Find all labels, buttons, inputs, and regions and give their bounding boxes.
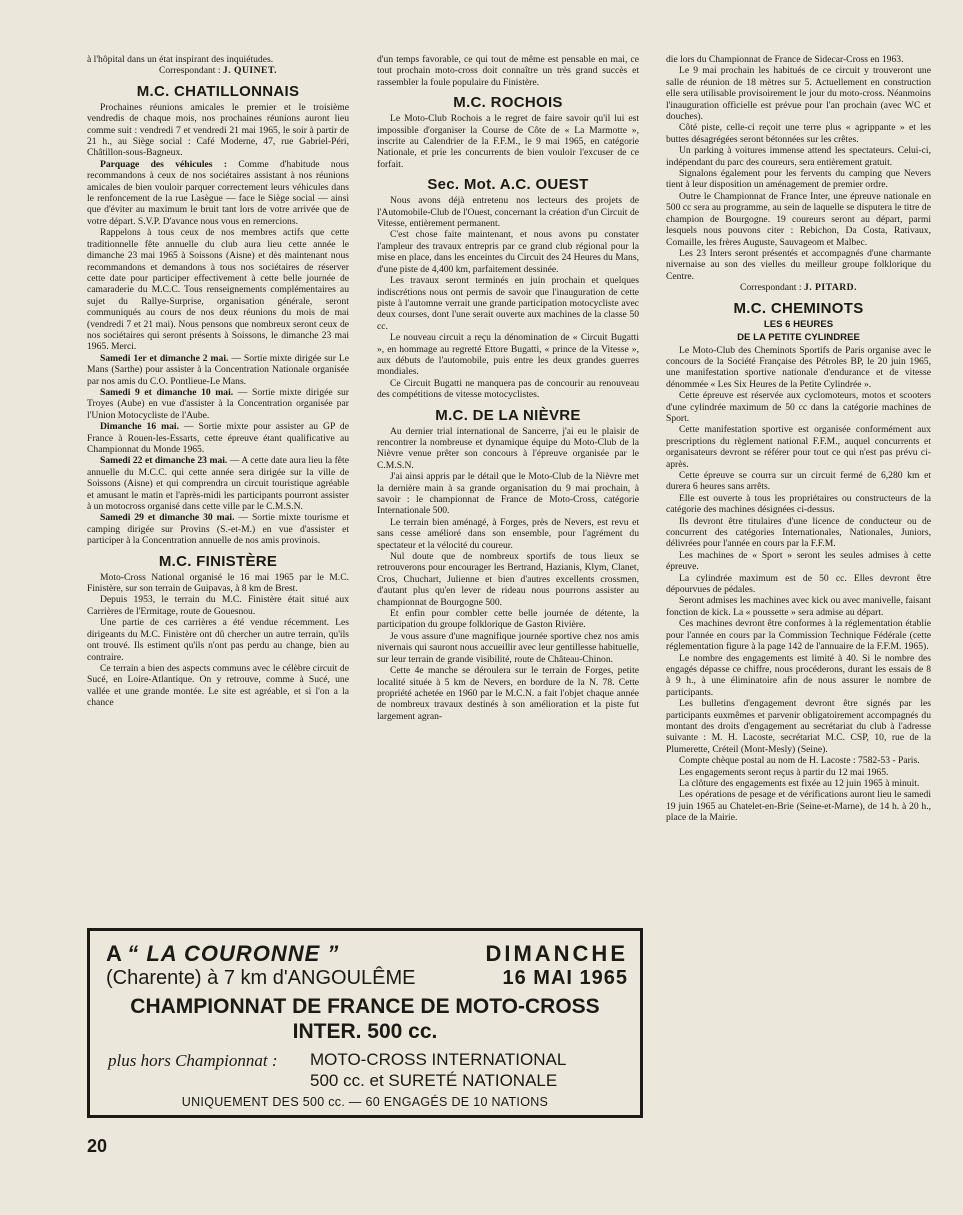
paragraph: Les opérations de pesage et de vérifications auront lieu le samedi 19 juin 1965 au Chatelet-en-Brie (Seine-et-Marne), de 14 h. à 20 h., place de la Mairie. xyxy=(666,789,931,824)
ad-day: DIMANCHE xyxy=(485,941,628,966)
paragraph: J'ai ainsi appris par le détail que le Moto-Club de la Nièvre met la dernière main à sa grande organisation du 9 mai prochain, à savoir : le championnat de France de Moto-Cross, catégorie Internationale 500. xyxy=(377,471,639,517)
section-subheading: DE LA PETITE CYLINDREE xyxy=(737,331,860,343)
ad-place: (Charente) à 7 km d'ANGOULÊME xyxy=(106,967,416,989)
paragraph: Elle est ouverte à tous les propriétaires ou constructeurs de la catégorie des machines désignées ci-dessus. xyxy=(666,492,931,516)
paragraph: à l'hôpital dans un état inspirant des inquiétudes. xyxy=(87,54,274,65)
section-heading-rochois: M.C. ROCHOIS xyxy=(453,94,563,112)
column-middle xyxy=(377,54,639,928)
correspondent-line: Correspondant : J. PITARD. xyxy=(739,282,858,294)
paragraph: Samedi 1er et dimanche 2 mai. — Sortie mixte dirigée sur Le Mans (Sarthe) pour assister à la Concentration Nationale organisée par nos amis du C.O. Pontlieue-Le Mans. xyxy=(87,352,349,387)
paragraph: Les 23 Inters seront présentés et accompagnés d'une charmante nivernaise au son des vielles du meilleur groupe folklorique du Centre. xyxy=(666,247,931,282)
paragraph: Samedi 22 et dimanche 23 mai. — A cette date aura lieu la fête annuelle du M.C.C. qui cette année sera dirigée sur la ville de Soissons (Aisne) et qui comprendra un circuit touristique agréable et amusant le matin et l'après-midi les participants pourront assister à un motocross organisé dans cette ville par le C.M.S.N. xyxy=(87,455,349,513)
paragraph: Nul doute que de nombreux sportifs de tous lieux se retrouverons pour encourager les Bertrand, Hazianis, Klym, Clanet, Cros, Chuchart, Julienne et bien d'autres excellents crossmen, d'autant plus qu'en lever de rideau nous pourrons assister au championnat de Bourgogne 500. xyxy=(377,551,639,608)
section-subheading: LES 6 HEURES xyxy=(763,318,834,330)
column-right xyxy=(666,54,931,1166)
paragraph: Cette 4e manche se déroulera sur le terrain de Forges, petite localité située à 5 km de Nevers, en bordure de la N. 78. Cette propriété achetée en 1960 par le M.C.N. a fait l'objet chaque année de nombreux travaux destinés à son amélioration et la piste fut largement agran- xyxy=(377,665,639,722)
paragraph: Le nouveau circuit a reçu la dénomination de « Circuit Bugatti », en hommage au regretté Ettore Bugatti, « prince de la Vitesse », aux débuts de l'automobile, puis entre les deux grandes guerres mondiales. xyxy=(377,332,639,378)
ad-plus-label: plus hors Championnat : xyxy=(108,1051,278,1070)
paragraph: Rappelons à tous ceux de nos membres actifs que cette traditionnelle fête annuelle du club aura lieu cette année le dimanche 23 mai 1965 à Soissons (Aisne) et dès maintenant nous recommandons et demandons à tous nos sociétaires de réserver cette date pour participer effectivement à cette belle journée de camaraderie du M.C.C. Tous renseignements complémentaires au sujet du Rallye-Surprise, organisation générale, seront communiqués au cours de nos deux réunions du mois de mai (vendredi 7 et 21 mai). Nous pensons que nombreux seront ceux de nos sociétaires qui seront présents à Soissons, le dimanche 23 mai 1965. Merci. xyxy=(87,227,349,353)
paragraph: Signalons également pour les fervents du camping que Nevers tient à leur disposition un aménagement de premier ordre. xyxy=(666,168,931,191)
paragraph: Je vous assure d'une magnifique journée sportive chez nos amis nivernais qui sauront nous accueillir avec leur gentillesse habituelle, sur leur terrain de grande visibilité, route de Château-Chinon. xyxy=(377,630,639,665)
paragraph: Le 9 mai prochain les habitués de ce circuit y trouveront une salle de réunion de 18 mètres sur 5. Actuellement en construction elle sera utilisable provisoirement le jour du moto-cross. Néanmoins l'inauguration officielle est prévue pour l'an prochain (avec WC et douches). xyxy=(666,65,931,123)
paragraph: La clôture des engagements est fixée au 12 juin 1965 à minuit. xyxy=(679,777,920,789)
paragraph: Au dernier trial international de Sancerre, j'ai eu le plaisir de rencontrer la nombreuse et dynamique équipe du Moto-Club de la Nièvre venue prêter son concours à l'épreuve organisée par le C.M.S.N. xyxy=(377,425,639,471)
paragraph: Outre le Championnat de France Inter, une épreuve nationale en 500 cc sera au programme, au sein de laquelle se disputera le titre de champion de Bourgogne. 19 coureurs seront au départ, parmi lesquels nous pouvons citer : Rebichon, Da Costa, Rativaux, Comaille, les frères Auguste, Sauvageom et Malbec. xyxy=(666,190,931,248)
paragraph: Depuis 1953, le terrain du M.C. Finistère était situé aux Carrières de l'Ermitage, route de Gouesnou. xyxy=(87,594,349,617)
page-number: 20 xyxy=(87,1136,108,1156)
paragraph: Compte chèque postal au nom de H. Lacoste : 7582-53 - Paris. xyxy=(679,755,920,767)
section-heading-nievre: M.C. DE LA NIÈVRE xyxy=(435,406,581,424)
paragraph: Ils devront être titulaires d'une licence de conducteur ou de concurrent des catégories Internationales, Nationales, Juniors, délivrées pour l'année en cours par la F.F.M. xyxy=(666,515,931,550)
paragraph: La cylindrée maximum est de 50 cc. Elles devront être dépourvues de pédales. xyxy=(666,572,931,596)
section-heading-chatillonnais: M.C. CHATILLONNAIS xyxy=(136,82,300,100)
ad-title: CHAMPIONNAT DE FRANCE DE MOTO-CROSS xyxy=(130,995,600,1018)
paragraph: die lors du Championnat de France de Sidecar-Cross en 1963. xyxy=(666,54,904,65)
ad-extra-1: MOTO-CROSS INTERNATIONAL xyxy=(310,1050,567,1069)
ad-date: 16 MAI 1965 xyxy=(502,967,628,989)
section-heading-finistere: M.C. FINISTÈRE xyxy=(158,552,278,570)
paragraph: Cette épreuve est réservée aux cyclomoteurs, motos et scooters d'une cylindrée maximum de 50 cc dans la catégorie machines de Sport. xyxy=(666,390,931,424)
paragraph: Parquage des véhicules : Comme d'habitude nous recommandons à ceux de nos sociétaires assistant à nos réunions amicales de bien vouloir parquer correctement leurs véhicules dans le renfoncement de la rue Lasègue — face le Siège social — ainsi que d'éviter au maximum le bruit tant lors de votre arrivée que de votre départ. S.V.P. D'avance nous vous en remercions. xyxy=(87,158,349,227)
ad-class: INTER. 500 cc. xyxy=(292,1020,438,1043)
ad-extra-2: 500 cc. et SURETÉ NATIONALE xyxy=(310,1071,558,1090)
paragraph: Les travaux seront terminés en juin prochain et quelques indiscrétions nous ont permis de savoir que l'inauguration de cette piste à l'automne verrait une grande participation motocycliste avec deux courses, dont l'une serait ouverte aux machines de la classe 50 cc. xyxy=(377,275,639,332)
paragraph: Seront admises les machines avec kick ou avec manivelle, faisant fonction de kick. La « poussette » sera admise au départ. xyxy=(666,595,931,618)
paragraph: Et enfin pour combler cette belle journée de détente, la participation du groupe folklorique de Gaston Rivière. xyxy=(377,608,639,631)
paragraph: Côté piste, celle-ci reçoit une terre plus « agrippante » et les buttes désagrégées seront bétonnées sur les crêtes. xyxy=(666,122,931,145)
correspondent-line: Correspondant : J. QUINET. xyxy=(158,65,278,77)
paragraph: Les engagements seront reçus à partir du 12 mai 1965. xyxy=(679,766,889,778)
paragraph: Dimanche 16 mai. — Sortie mixte pour assister au GP de France à Rouen-les-Essarts, cette épreuve étant qualificative au Championnat du Monde 1965. xyxy=(87,421,349,455)
ad-venue-line: A “ LA COURONNE ” DIMANCHE xyxy=(106,941,628,966)
paragraph: Nous avons déjà entretenu nos lecteurs des projets de l'Automobile-Club de l'Ouest, concernant la création d'un Circuit de Vitesse, entièrement permanent. xyxy=(377,195,639,230)
ad-place-line xyxy=(106,967,628,990)
event-advertisement xyxy=(87,928,643,1118)
ad-venue: “ LA COURONNE ” xyxy=(127,941,340,966)
paragraph: d'un temps favorable, ce qui tout de même est pensable en mai, ce tout prochain moto-cross doit connaître un très grand succès et rassembler la foule populaire du Finistère. xyxy=(377,54,639,88)
paragraph: Le terrain bien aménagé, à Forges, près de Nevers, est revu et sans cesse amélioré dans son ensemble, pour l'agrément du spectateur et la vélocité du coureur. xyxy=(377,516,639,551)
paragraph: Cette épreuve se courra sur un circuit fermé de 6,280 km et durera 6 heures sans arrêts. xyxy=(666,470,931,493)
paragraph: Samedi 9 et dimanche 10 mai. — Sortie mixte dirigée sur Troyes (Aube) en vue d'assister à la Concentration organisée par l'Union Motocycliste de l'Aube. xyxy=(87,386,349,421)
ad-footer: UNIQUEMENT DES 500 cc. — 60 ENGAGÉS DE 10 NATIONS xyxy=(181,1095,549,1109)
section-heading-ouest: Sec. Mot. A.C. OUEST xyxy=(427,176,589,194)
paragraph: Moto-Cross National organisé le 16 mai 1965 par le M.C. Finistère, sur son terrain de Guipavas, à 8 km de Brest. xyxy=(87,571,349,595)
paragraph: Les bulletins d'engagement devront être signés par les participants euxmêmes et parvenir obligatoirement accompagnés du montant des droits d'engagement au secrétariat du club à l'adresse suivante : M. H. Lacoste, secrétariat M.C. CSP, 10, rue de la Plumerette, Créteil (Mont-Mesly) (Seine). xyxy=(666,698,931,755)
paragraph: Samedi 29 et dimanche 30 mai. — Sortie mixte tourisme et camping dirigée sur Provins (S.-et-M.) en vue d'assister et participer à la Concentration annuelle de nos amis provinois. xyxy=(87,512,349,547)
paragraph: Ces machines devront être conformes à la réglementation établie pour l'année en cours par la Commission Technique Fédérale (cette réglementation figure à la page 142 de l'annuaire de la F.F.M. 1965). xyxy=(666,618,931,653)
section-heading-cheminots: M.C. CHEMINOTS xyxy=(733,299,864,317)
paragraph: Le nombre des engagements est limité à 40. Si le nombre des engagés dépasse ce chiffre, nous procéderons, durant les essais de 8 à 9 h., à une éliminatoire afin de nous assurer le nombre de participants. xyxy=(666,652,931,698)
paragraph: Prochaines réunions amicales le premier et le troisième vendredis de chaque mois, nos prochaines réunions auront lieu comme suit : vendredi 7 et vendredi 21 mai 1965, le soir à partir de 21 h., au Siège social : Café Moderne, 47, rue Gabriel-Péri, Châtillon-sous-Bagneux. xyxy=(87,101,349,159)
paragraph: C'est chose faite maintenant, et nous avons pu constater l'ampleur des travaux entrepris par ce grand club régional pour la mise en place, dans les enceintes du Circuit des 24 Heures du Mans, d'une piste de 4,400 km, parfaitement dessinée. xyxy=(377,229,639,275)
paragraph: Un parking à voitures immense attend les spectateurs. Celui-ci, indépendant du parc des coureurs, sera entièrement gratuit. xyxy=(666,145,931,168)
paragraph: Ce terrain a bien des aspects communs avec le célèbre circuit de Sucé, en Loire-Atlantique. On y retrouve, comme à Sucé, une vallée et une grande montée. Le site est agréable, et si l'on a la chance xyxy=(87,662,349,709)
paragraph: Le Moto-Club des Cheminots Sportifs de Paris organise avec le concours de la Société Française des Pétroles BP, le 20 juin 1965, une manifestation sportive nationale d'endurance et de vitesse dénommée « Les Six Heures de la Petite Cylindrée ». xyxy=(666,344,931,390)
paragraph: Les machines de « Sport » seront les seules admises à cette épreuve. xyxy=(666,549,931,573)
paragraph: Le Moto-Club Rochois a le regret de faire savoir qu'il lui est impossible d'organiser la Course de Côte de « La Marmotte », inscrite au Calendrier de la F.F.M., le 9 mai 1965, en catégorie Nationale, et prie les concurrents de bien vouloir l'excuser de ce forfait. xyxy=(377,113,639,170)
paragraph: Cette manifestation sportive est organisée conformément aux prescriptions du règlement national F.F.M., auquel concurrents et organisateurs devront se référer pour tout ce qui n'est pas prévu ci-après. xyxy=(666,424,931,470)
column-left xyxy=(87,54,349,928)
paragraph: Ce Circuit Bugatti ne manquera pas de concourir au renouveau des compétitions de vitesse motocyclistes. xyxy=(377,377,639,401)
paragraph: Une partie de ces carrières a été vendue récemment. Les dirigeants du M.C. Finistère ont dû chercher un autre terrain, qu'ils ont trouvé. Ils estiment qu'ils n'ont pas perdu au change, bien au contraire. xyxy=(87,617,349,663)
